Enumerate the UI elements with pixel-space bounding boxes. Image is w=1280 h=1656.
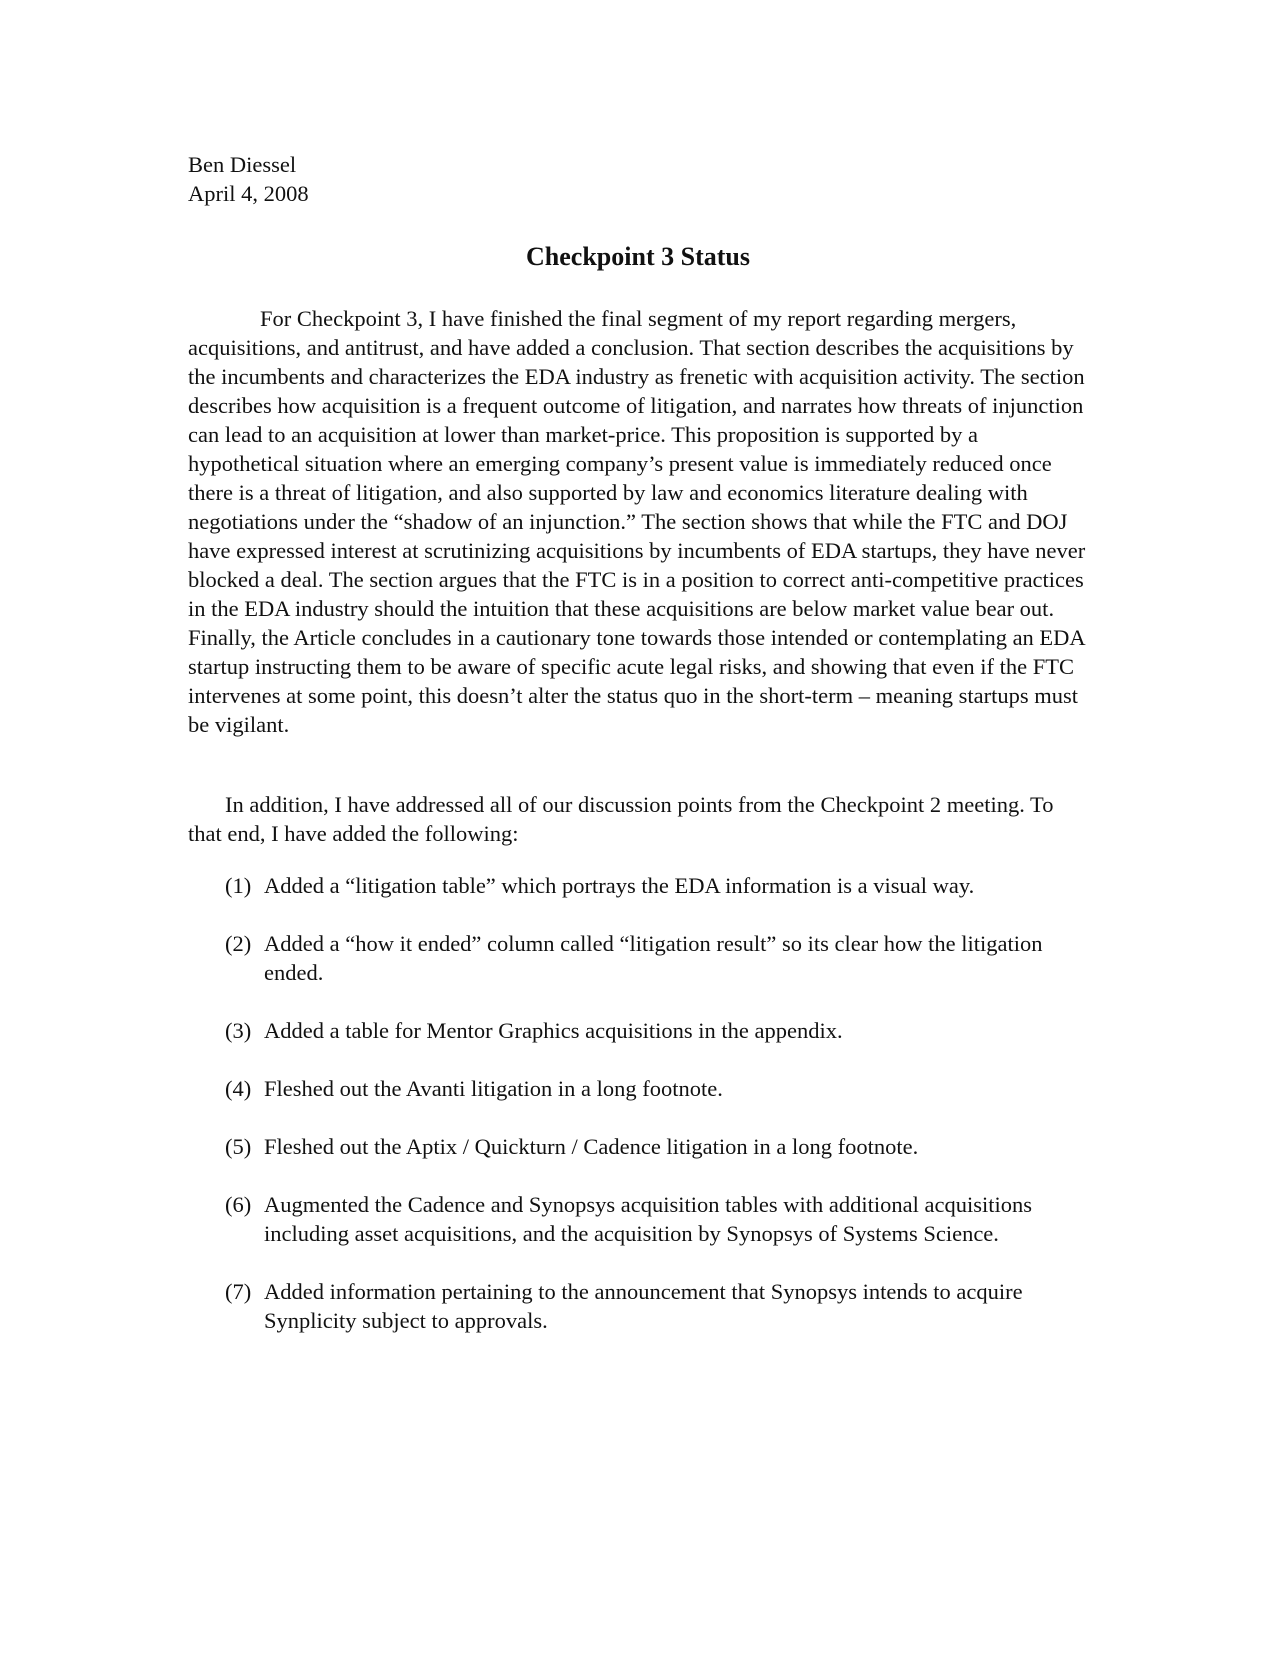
list-item — [188, 1016, 1064, 1045]
additions-list — [188, 871, 1088, 1335]
list-item-text: Augmented the Cadence and Synopsys acquisition tables with additional acquisitions including asset acquisitions, and the acquisition by Synopsys of Systems Science. — [264, 1192, 1032, 1246]
list-item-number: (4) — [225, 1076, 252, 1101]
list-item — [188, 1074, 1064, 1103]
list-item-text: Fleshed out the Avanti litigation in a long footnote. — [264, 1076, 723, 1101]
list-item-text: Added information pertaining to the announcement that Synopsys intends to acquire Synplicity subject to approvals. — [264, 1279, 1023, 1333]
document-title: Checkpoint 3 Status — [526, 242, 750, 271]
paragraph-additions-intro: In addition, I have addressed all of our discussion points from the Checkpoint 2 meeting. To that end, I have added the following: — [188, 792, 1054, 846]
list-item — [188, 1132, 1064, 1161]
list-item-text: Fleshed out the Aptix / Quickturn / Cadence litigation in a long footnote. — [264, 1134, 919, 1159]
list-item-number: (5) — [225, 1134, 252, 1159]
list-item — [188, 1277, 1064, 1335]
paragraph-summary: For Checkpoint 3, I have finished the final segment of my report regarding mergers, acquisitions, and antitrust, and have added a conclusion. That section describes the acquisitions by the incumbents and characterizes the EDA industry as frenetic with acquisition activity. The section describes how acquisition is a frequent outcome of litigation, and narrates how threats of injunction can lead to an acquisition at lower than market-price. This proposition is supported by a hypothetical situation where an emerging company’s present value is immediately reduced once there is a threat of litigation, and also supported by law and economics literature dealing with negotiations under the “shadow of an injunction.” The section shows that while the FTC and DOJ have expressed interest at scrutinizing acquisitions by incumbents of EDA startups, they have never blocked a deal. The section argues that the FTC is in a position to correct anti-competitive practices in the EDA industry should the intuition that these acquisitions are below market value bear out. Finally, the Article concludes in a cautionary tone towards those intended or contemplating an EDA startup instructing them to be aware of specific acute legal risks, and showing that even if the FTC intervenes at some point, this doesn’t alter the status quo in the short-term – meaning startups must be vigilant. — [188, 306, 1086, 737]
list-item-text: Added a “litigation table” which portrays the EDA information is a visual way. — [264, 873, 975, 898]
list-item-number: (2) — [225, 931, 252, 956]
list-item-number: (3) — [225, 1018, 252, 1043]
list-item — [188, 1190, 1064, 1248]
list-item — [188, 871, 1064, 900]
document-date: April 4, 2008 — [188, 181, 309, 206]
list-item — [188, 929, 1064, 987]
author-name: Ben Diessel — [188, 152, 297, 177]
document-body — [188, 150, 1088, 1364]
list-item-number: (1) — [225, 873, 252, 898]
list-item-number: (7) — [225, 1279, 252, 1304]
list-item-text: Added a table for Mentor Graphics acquisitions in the appendix. — [264, 1018, 843, 1043]
list-item-text: Added a “how it ended” column called “litigation result” so its clear how the litigation ended. — [264, 931, 1043, 985]
list-item-number: (6) — [225, 1192, 252, 1217]
